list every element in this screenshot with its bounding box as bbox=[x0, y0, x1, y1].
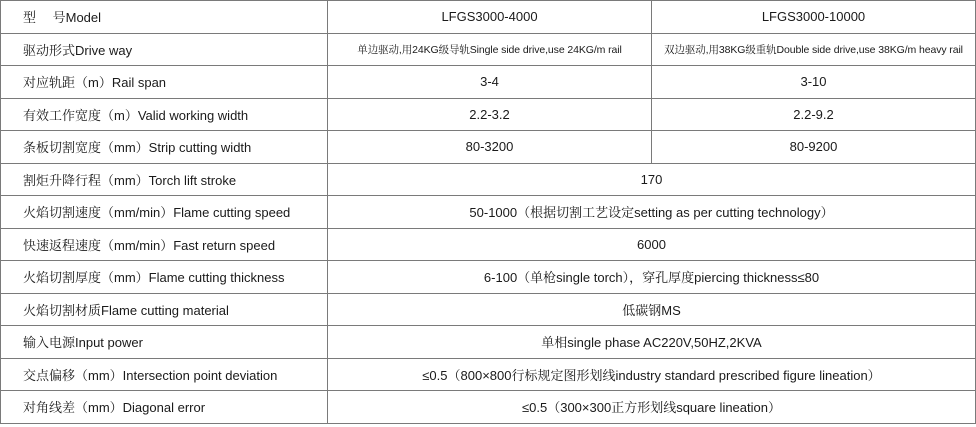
row-torch-lift-stroke bbox=[1, 163, 976, 196]
row-rail-span bbox=[1, 66, 976, 99]
row-value: 低碳钢MS bbox=[328, 293, 976, 326]
row-strip-cutting-width bbox=[1, 131, 976, 164]
row-intersection-point-deviation bbox=[1, 358, 976, 391]
row-input-power bbox=[1, 326, 976, 359]
row-value: 50-1000（根据切割工艺设定setting as per cutting technology） bbox=[328, 196, 976, 229]
row-value: 6-100（单枪single torch），穿孔厚度piercing thickness≤80 bbox=[328, 261, 976, 294]
row-value-b: 双边驱动,用38KG级重轨Double side drive,use 38KG/m heavy rail bbox=[652, 33, 976, 66]
row-label: 交点偏移（mm）Intersection point deviation bbox=[1, 358, 328, 391]
header-row bbox=[1, 1, 976, 34]
row-fast-return-speed bbox=[1, 228, 976, 261]
row-value-a: 单边驱动,用24KG级导轨Single side drive,use 24KG/m rail bbox=[328, 33, 652, 66]
header-model-b: LFGS3000-10000 bbox=[652, 1, 976, 34]
row-value: 170 bbox=[328, 163, 976, 196]
row-valid-working-width bbox=[1, 98, 976, 131]
row-value: 6000 bbox=[328, 228, 976, 261]
row-drive-way bbox=[1, 33, 976, 66]
row-value-b: 3-10 bbox=[652, 66, 976, 99]
row-flame-cutting-thickness bbox=[1, 261, 976, 294]
row-value: ≤0.5（300×300正方形划线square lineation） bbox=[328, 391, 976, 424]
row-diagonal-error bbox=[1, 391, 976, 424]
row-value-a: 80-3200 bbox=[328, 131, 652, 164]
row-value-a: 2.2-3.2 bbox=[328, 98, 652, 131]
row-label: 火焰切割材质Flame cutting material bbox=[1, 293, 328, 326]
row-label: 对角线差（mm）Diagonal error bbox=[1, 391, 328, 424]
row-label: 快速返程速度（mm/min）Fast return speed bbox=[1, 228, 328, 261]
row-value-b: 80-9200 bbox=[652, 131, 976, 164]
row-label: 有效工作宽度（m）Valid working width bbox=[1, 98, 328, 131]
row-label: 条板切割宽度（mm）Strip cutting width bbox=[1, 131, 328, 164]
row-value-a: 3-4 bbox=[328, 66, 652, 99]
row-label: 驱动形式Drive way bbox=[1, 33, 328, 66]
row-value-b: 2.2-9.2 bbox=[652, 98, 976, 131]
row-label: 火焰切割速度（mm/min）Flame cutting speed bbox=[1, 196, 328, 229]
row-label: 输入电源Input power bbox=[1, 326, 328, 359]
header-model-a: LFGS3000-4000 bbox=[328, 1, 652, 34]
row-flame-cutting-material bbox=[1, 293, 976, 326]
row-label: 对应轨距（m）Rail span bbox=[1, 66, 328, 99]
row-label: 割炬升降行程（mm）Torch lift stroke bbox=[1, 163, 328, 196]
row-value: ≤0.5（800×800行标规定图形划线industry standard prescribed figure lineation） bbox=[328, 358, 976, 391]
row-value: 单相single phase AC220V,50HZ,2KVA bbox=[328, 326, 976, 359]
row-flame-cutting-speed bbox=[1, 196, 976, 229]
header-label: 型 号Model bbox=[1, 1, 328, 34]
row-label: 火焰切割厚度（mm）Flame cutting thickness bbox=[1, 261, 328, 294]
